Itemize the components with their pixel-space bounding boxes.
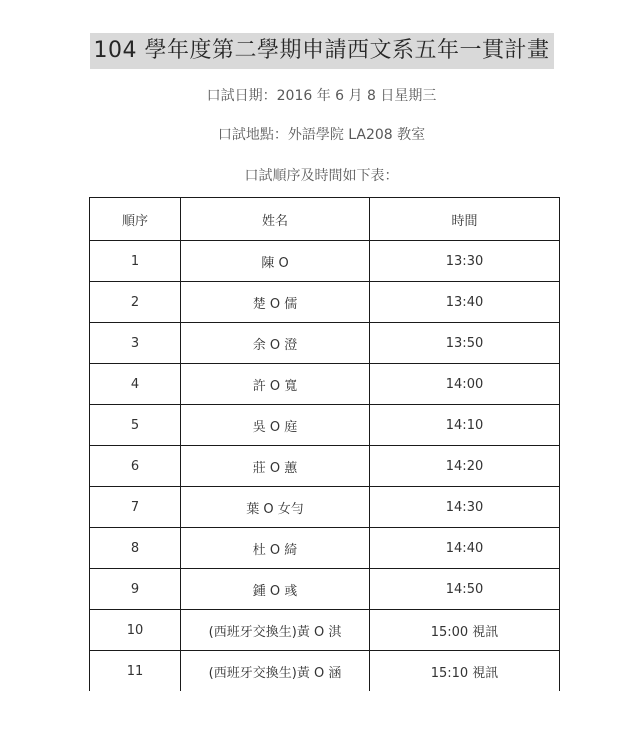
cell-time: 14:30 [370, 487, 560, 528]
header-name: 姓名 [181, 198, 370, 241]
cell-name: 陳 O [181, 241, 370, 282]
cell-name: 葉 O 女勻 [181, 487, 370, 528]
title-container [0, 33, 643, 69]
cell-name: 莊 O 蕙 [181, 446, 370, 487]
table-row [90, 282, 560, 323]
page-title: 104 學年度第二學期申請西文系五年一貫計畫 [90, 33, 554, 69]
cell-order: 9 [90, 569, 181, 610]
cell-name: (西班牙交換生)黃 O 涵 [181, 651, 370, 692]
cell-order: 5 [90, 405, 181, 446]
header-time: 時間 [370, 198, 560, 241]
cell-order: 6 [90, 446, 181, 487]
cell-order: 10 [90, 610, 181, 651]
table-header-row [90, 198, 560, 241]
header-order: 順序 [90, 198, 181, 241]
schedule-note: 口試順序及時間如下表： [244, 168, 399, 184]
cell-name: 余 O 澄 [181, 323, 370, 364]
table-row [90, 569, 560, 610]
cell-time: 14:50 [370, 569, 560, 610]
schedule-table [89, 197, 560, 691]
cell-time: 14:20 [370, 446, 560, 487]
cell-order: 2 [90, 282, 181, 323]
cell-time: 15:10 視訊 [370, 651, 560, 692]
cell-order: 3 [90, 323, 181, 364]
cell-order: 7 [90, 487, 181, 528]
cell-name: (西班牙交換生)黃 O 淇 [181, 610, 370, 651]
cell-name: 鍾 O 彧 [181, 569, 370, 610]
table-row [90, 405, 560, 446]
cell-name: 許 O 寬 [181, 364, 370, 405]
cell-time: 13:30 [370, 241, 560, 282]
exam-place-line: 口試地點：外語學院 LA208 教室 [217, 127, 426, 143]
table-row [90, 241, 560, 282]
table-row [90, 610, 560, 651]
cell-order: 11 [90, 651, 181, 692]
cell-order: 4 [90, 364, 181, 405]
cell-time: 15:00 視訊 [370, 610, 560, 651]
table-row [90, 651, 560, 692]
cell-order: 8 [90, 528, 181, 569]
table-row [90, 528, 560, 569]
cell-time: 14:40 [370, 528, 560, 569]
cell-order: 1 [90, 241, 181, 282]
cell-name: 杜 O 綺 [181, 528, 370, 569]
cell-time: 13:40 [370, 282, 560, 323]
cell-time: 13:50 [370, 323, 560, 364]
table-row [90, 323, 560, 364]
table-row [90, 487, 560, 528]
cell-name: 吳 O 庭 [181, 405, 370, 446]
table-row [90, 364, 560, 405]
table-row [90, 446, 560, 487]
cell-name: 楚 O 儒 [181, 282, 370, 323]
cell-time: 14:10 [370, 405, 560, 446]
cell-time: 14:00 [370, 364, 560, 405]
exam-date-line: 口試日期：2016 年 6 月 8 日星期三 [206, 88, 437, 104]
